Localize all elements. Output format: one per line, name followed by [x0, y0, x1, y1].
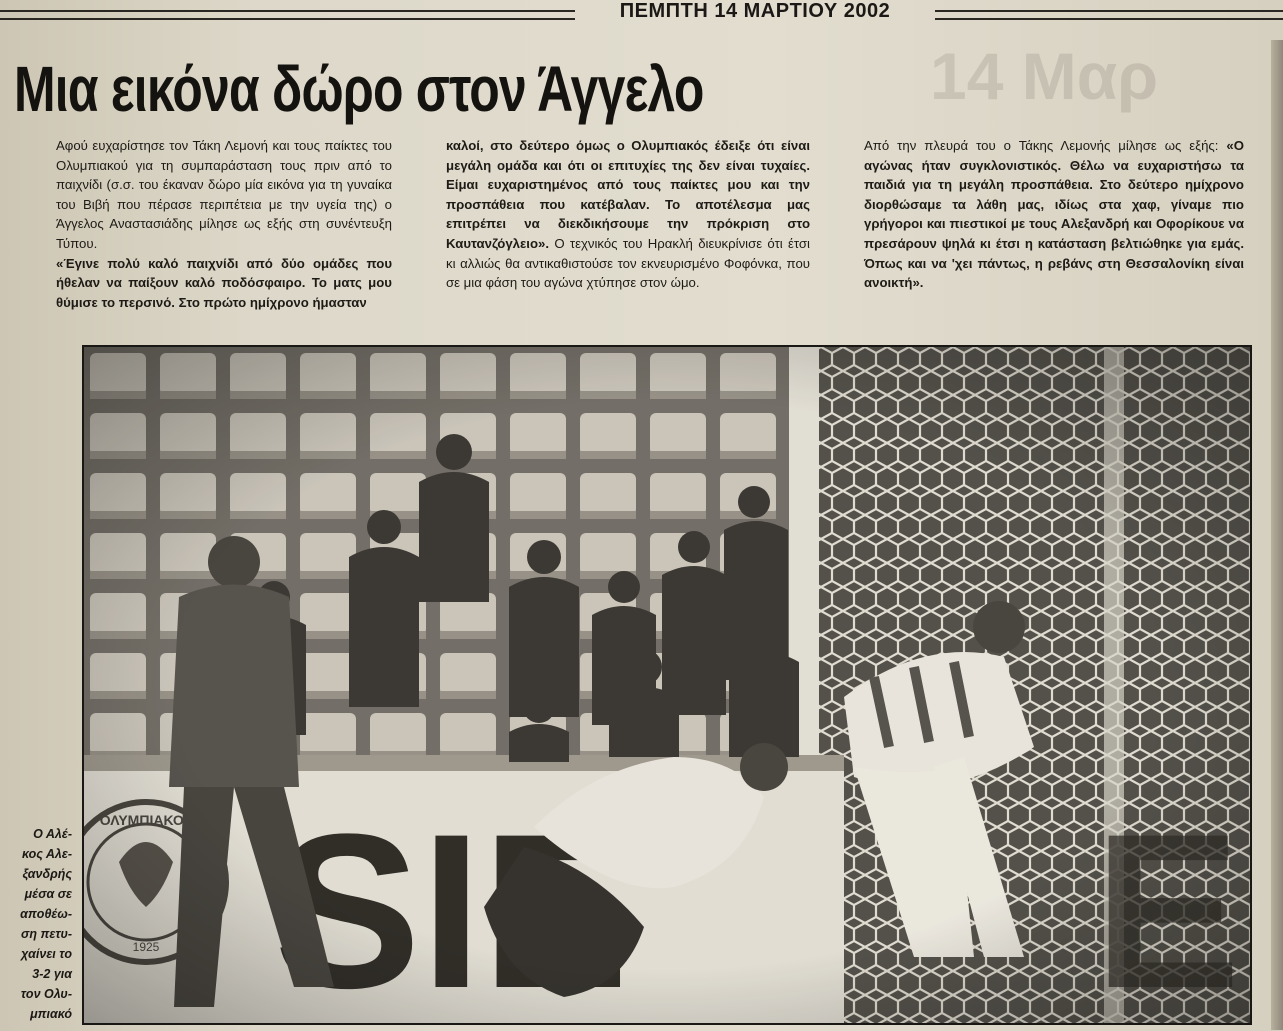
column-1-intro: Αφού ευχαρίστησε τον Τάκη Λεμονή και τους παίκτες του Ολυμπιακού για τη συμπαράσταση τους πριν από το παιχνίδι (σ.σ. του έκαναν δώρο μία εικόνα για τη γυναίκα του Βιβή που πέρασε περιπέτεια με την υγεία της) ο Άγγελος Αναστασιάδης μίλησε ως εξής στη συνέντευξη Τύπου. [56, 138, 392, 251]
caption-line: κος Αλε- [21, 847, 72, 861]
bleed-through-text: 14 Μαρ [930, 39, 1159, 113]
article-column-1 [56, 136, 392, 312]
article-column-2 [446, 136, 810, 293]
caption-line: χαίνει το [21, 947, 72, 961]
caption-line: ξανδρής [22, 867, 72, 881]
photo-caption [6, 824, 72, 1024]
article-headline: Μια εικόνα δώρο στον Άγγελο [14, 53, 704, 125]
caption-line: μέσα σε [24, 887, 72, 901]
header-rule-right [935, 10, 1283, 20]
match-photo [82, 345, 1252, 1025]
column-3-intro: Από την πλευρά του ο Τάκης Λεμονής μίλησε ως εξής: [864, 138, 1219, 153]
header-rule-left [0, 10, 575, 20]
page-edge-shadow [1271, 40, 1283, 1030]
match-photo-illustration [84, 347, 1250, 1023]
caption-line: Ο Αλέ- [33, 827, 72, 841]
dateline: ΠΕΜΠΤΗ 14 ΜΑΡΤΙΟΥ 2002 [619, 0, 891, 22]
column-2-text: Ο τεχνικός του Ηρακλή διευκρίνισε ότι έτσι κι αλλιώς θα αντικαθιστούσε τον εκνευρισμένο Φοφόνκα, που σε μια φάση του αγώνα χτύπησε στον ώμο. [446, 235, 810, 291]
column-3-quote: «Ο αγώνας ήταν συγκλονιστικός. Θέλω να ευχαριστήσω τα παιδιά για τη μεγάλη προσπάθεια. Στο δεύτερο ημίχρονο διορθώσαμε τα λάθη μας, ιδίως στα χαφ, γίναμε πιο γρήγοροι και πιεστικοί με τους Αλεξανδρή και Οφορίκουε να πρεσάρουν ψηλά κι έτσι η κατάσταση βελτιώθηκε για εμάς. Όπως και να 'χει πάντως, η ρεβάνς στη Θεσσαλονίκη είναι ανοικτή». [864, 138, 1244, 291]
caption-line: 3-2 για [32, 967, 72, 981]
caption-line: μπιακό [30, 1007, 72, 1021]
caption-line: τον Ολυ- [20, 987, 72, 1001]
caption-line: αποθέω- [20, 907, 72, 921]
caption-line: ση πετυ- [21, 927, 72, 941]
column-2-quote: καλοί, στο δεύτερο όμως ο Ολυμπιακός έδειξε ότι είναι μεγάλη ομάδα και ότι οι επιτυχίες της δεν είναι τυχαίες. Είμαι ευχαριστημένος από τους παίκτες μου και την προσπάθεια που κατέβαλαν. Το αποτέλεσμα μας επιτρέπει να διεκδικήσουμε την πρόκριση στο Καυτανζόγλειο». [446, 138, 810, 251]
article-column-3 [864, 136, 1244, 293]
column-1-quote: «Έγινε πολύ καλό παιχνίδι από δύο ομάδες που ήθελαν να παίξουν καλό ποδόσφαιρο. Το ματς μου θύμισε το περσινό. Στο πρώτο ημίχρονο ήμασταν [56, 255, 392, 310]
